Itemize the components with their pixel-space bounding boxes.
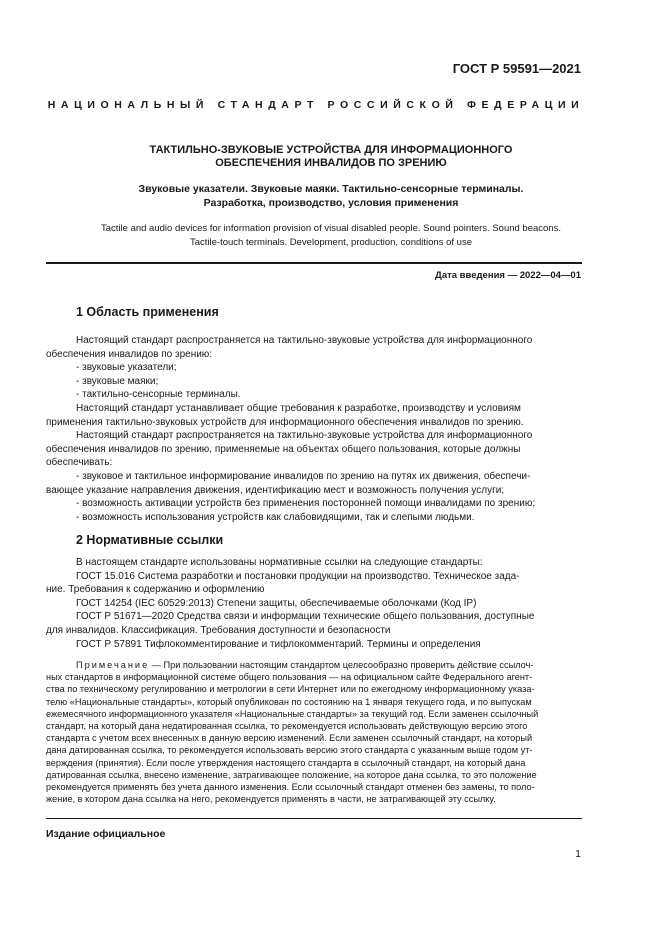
note-block <box>46 659 582 805</box>
subtitle-line: Звуковые указатели. Звуковые маяки. Тактильно-сенсорные терминалы. <box>138 183 524 195</box>
paragraph-continuation: обеспечения инвалидов по зрению: <box>46 348 213 360</box>
list-item-continuation: вающее указание направления движения, идентификацию мест и возможность получения услуги; <box>46 484 505 496</box>
list-item: - тактильно-сенсорные терминалы. <box>76 389 241 401</box>
document-subtitle <box>46 182 616 210</box>
national-standard-banner: НАЦИОНАЛЬНЫЙ СТАНДАРТ РОССИЙСКОЙ ФЕДЕРАЦИИ <box>47 99 585 111</box>
paragraph: В настоящем стандарте использованы нормативные ссылки на следующие стандарты: <box>76 557 483 568</box>
note-line: ства по техническому регулированию и метрологии в сети Интернет или по ежегодному информационному указа- <box>46 684 535 695</box>
reference-item: ГОСТ Р 51671—2020 Средства связи и информации технические общего пользования, доступные <box>76 611 535 623</box>
note-line: дана датированная ссылка, то рекомендуется использовать версию этого стандарта с указанным выше годом ут- <box>46 745 533 756</box>
reference-continuation: ние. Требования к содержанию и оформлению <box>46 584 265 596</box>
page-number: 1 <box>575 848 581 860</box>
note-line: датированная ссылка, внесено изменение, затрагивающее положение, на которое дана ссылка, то это положение <box>46 769 537 780</box>
note-line: ных стандартов в информационной системе общего пользования — на официальном сайте Федерального агент- <box>46 672 533 683</box>
note-line: стандарт, на который дана недатированная ссылка, то рекомендуется использовать действующую версию этого <box>46 721 528 732</box>
divider <box>46 262 582 264</box>
paragraph-continuation: применения тактильно-звуковых устройств для информационного обеспечения инвалидов по зрению. <box>46 416 524 428</box>
note-line: Примечание — При пользовании настоящим стандартом целесообразно проверить действие ссылоч- <box>76 660 534 670</box>
reference-continuation: для инвалидов. Классификация. Требования доступности и безопасности <box>46 624 391 636</box>
english-title-line: Tactile-touch terminals. Development, production, conditions of use <box>190 236 472 248</box>
section-2-heading: 2 Нормативные ссылки <box>76 533 224 547</box>
list-item: - звуковое и тактильное информирование инвалидов по зрению на путях их движения, обеспечи- <box>76 470 531 482</box>
list-item: - возможность активации устройств без применения посторонней помощи инвалидами по зрению; <box>76 498 536 510</box>
note-line: рекомендуется применять без учета данного изменения. Если ссылочный стандарт отменен без замены, то поло- <box>46 782 535 793</box>
note-label: Примечание <box>76 660 150 670</box>
paragraph: Настоящий стандарт распространяется на тактильно-звуковые устройства для информационного <box>76 335 533 346</box>
paragraph: Настоящий стандарт распространяется на тактильно-звуковые устройства для информационного <box>76 430 533 442</box>
paragraph-continuation: обеспечения инвалидов по зрению, применяемые на объектах общего пользования, которые должны <box>46 443 521 455</box>
note-line: ежемесячного информационного указателя «Национальные стандарты» за текущий год. Если заменен ссылочный <box>46 708 539 719</box>
subtitle-line: Разработка, производство, условия применения <box>203 197 459 209</box>
section-1-heading: 1 Область применения <box>76 305 219 319</box>
reference-item: ГОСТ 15.016 Система разработки и постановки продукции на производство. Техническое зада- <box>76 570 520 582</box>
note-line: верждения (принятия). Если после утверждения настоящего стандарта в ссылочный стандарт, на который дана <box>46 757 526 768</box>
paragraph-continuation: обеспечивать: <box>46 457 113 469</box>
reference-item: ГОСТ 14254 (IEC 60529:2013) Степени защиты, обеспечиваемые оболочками (Код IP) <box>76 597 477 609</box>
footer-divider <box>46 818 582 819</box>
note-line: телю «Национальные стандарты», который опубликован по состоянию на 1 января текущего года, и по выпускам <box>46 696 532 707</box>
edition-label: Издание официальное <box>46 828 166 840</box>
english-title-line: Tactile and audio devices for information provision of visual disabled people. Sound pointers. Sound beacons. <box>101 223 561 234</box>
document-title <box>46 144 616 170</box>
title-line: ТАКТИЛЬНО-ЗВУКОВЫЕ УСТРОЙСТВА ДЛЯ ИНФОРМАЦИОННОГО <box>149 144 513 156</box>
paragraph: Настоящий стандарт устанавливает общие требования к разработке, производству и условиям <box>76 402 521 414</box>
introduction-date: Дата введения — 2022—04—01 <box>435 270 581 281</box>
standard-code: ГОСТ Р 59591—2021 <box>452 61 581 76</box>
note-line: стандарта с учетом всех внесенных в данную версию изменений. Если заменен ссылочный стандарт, на который <box>46 733 533 744</box>
section-2-body <box>46 556 582 651</box>
note-line: жение, в котором дана ссылка на него, рекомендуется применять в части, не затрагивающей эту ссылку. <box>46 794 496 805</box>
list-item: - звуковые указатели; <box>76 362 177 374</box>
reference-item: ГОСТ Р 57891 Тифлокомментирование и тифлокомментарий. Термины и определения <box>76 638 481 650</box>
list-item: - звуковые маяки; <box>76 375 159 387</box>
english-title <box>46 222 616 249</box>
list-item: - возможность использования устройств как слабовидящими, так и слепыми людьми. <box>76 511 475 523</box>
title-line: ОБЕСПЕЧЕНИЯ ИНВАЛИДОВ ПО ЗРЕНИЮ <box>215 157 447 169</box>
section-1-body <box>46 334 582 524</box>
